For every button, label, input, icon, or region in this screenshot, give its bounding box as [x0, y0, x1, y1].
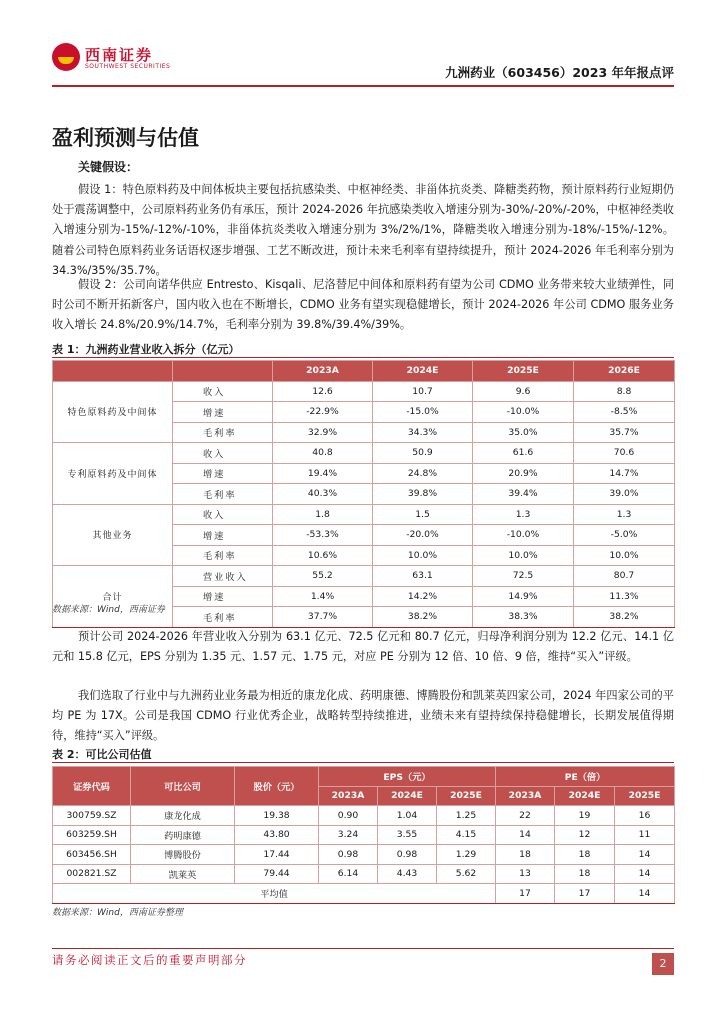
- pe-cell: 19: [555, 806, 615, 826]
- company-cell: 博腾股份: [131, 845, 235, 865]
- metric-cell: 收入: [173, 504, 273, 525]
- value-cell: 34.3%: [373, 422, 473, 443]
- value-cell: 63.1: [373, 566, 473, 587]
- pe-cell: 14: [615, 845, 675, 865]
- value-cell: 72.5: [473, 566, 574, 587]
- table-header-cell: PE（倍）: [496, 767, 675, 787]
- value-cell: 38.3%: [473, 607, 574, 628]
- code-cell: 603259.SH: [53, 825, 131, 845]
- table-header-row: [53, 361, 675, 382]
- table-header-cell: 2026E: [574, 361, 675, 382]
- value-cell: -5.0%: [574, 525, 675, 546]
- value-cell: 14.7%: [574, 463, 675, 484]
- company-logo: [52, 40, 182, 74]
- value-cell: 37.7%: [273, 607, 373, 628]
- table-header-row: [53, 767, 675, 787]
- logo-name-en: SOUTHWEST SECURITIES: [85, 63, 171, 70]
- eps-cell: 0.98: [378, 845, 437, 865]
- value-cell: 39.4%: [473, 484, 574, 505]
- header-divider: [52, 85, 674, 87]
- report-title: 九洲药业（603456）2023 年年报点评: [445, 65, 674, 80]
- table-header-cell: 2023A: [496, 786, 555, 806]
- valuation-paragraph: 我们选取了行业中与九洲药业业务最为相近的康龙化成、药明康德、博腾股份和凯莱英四家公司，2024 年四家公司的平均 PE 为 17X。公司是我国 CDMO 行业优秀企业，战略转型持续推进，业绩未来有望持续保持稳健增长，长期发展值得期待，维持“买入”评级。: [52, 689, 674, 743]
- value-cell: 8.8: [574, 381, 675, 402]
- value-cell: 38.2%: [574, 607, 675, 628]
- eps-cell: 3.55: [378, 825, 437, 845]
- price-cell: 79.44: [235, 864, 319, 884]
- forecast-paragraph: 预计公司 2024-2026 年营业收入分别为 63.1 亿元、72.5 亿元和 80.7 亿元，归母净利润分别为 12.2 亿元、14.1 亿元和 15.8 亿元，EPS 分别为 1.35 元、1.57 元、1.75 元，对应 PE 分别为 12 倍、10 倍、9 倍，维持“买入”评级。: [52, 630, 674, 664]
- table-header-cell: 2025E: [615, 786, 675, 806]
- value-cell: 1.4%: [273, 586, 373, 607]
- value-cell: 80.7: [574, 566, 675, 587]
- eps-cell: 1.25: [437, 806, 496, 826]
- value-cell: 39.0%: [574, 484, 675, 505]
- segment-name-cell: 其他业务: [53, 504, 173, 566]
- table-header-cell: 2025E: [473, 361, 574, 382]
- value-cell: -53.3%: [273, 525, 373, 546]
- metric-cell: 增速: [173, 463, 273, 484]
- eps-cell: 4.15: [437, 825, 496, 845]
- pe-cell: 18: [555, 864, 615, 884]
- table-row: [53, 845, 675, 865]
- pe-cell: 12: [555, 825, 615, 845]
- metric-cell: 营业收入: [173, 566, 273, 587]
- average-row: [53, 884, 675, 904]
- eps-cell: 0.98: [319, 845, 378, 865]
- value-cell: -10.0%: [473, 525, 574, 546]
- value-cell: 39.8%: [373, 484, 473, 505]
- value-cell: 10.6%: [273, 545, 373, 566]
- value-cell: -8.5%: [574, 402, 675, 423]
- value-cell: 55.2: [273, 566, 373, 587]
- value-cell: -20.0%: [373, 525, 473, 546]
- value-cell: 11.3%: [574, 586, 675, 607]
- value-cell: 50.9: [373, 443, 473, 464]
- value-cell: -10.0%: [473, 402, 574, 423]
- metric-cell: 毛利率: [173, 484, 273, 505]
- table-header-cell: [53, 361, 173, 382]
- pe-cell: 17: [496, 884, 555, 904]
- value-cell: 14.2%: [373, 586, 473, 607]
- section-title: 盈利预测与估值: [52, 126, 199, 150]
- table-header-cell: 2024E: [378, 786, 437, 806]
- table-row: [53, 825, 675, 845]
- table1-caption: 表 1：九洲药业营业收入拆分（亿元）: [52, 343, 240, 356]
- value-cell: 10.0%: [473, 545, 574, 566]
- price-cell: 43.80: [235, 825, 319, 845]
- table-row: [53, 806, 675, 826]
- segment-name-cell: 专利原料药及中间体: [53, 443, 173, 505]
- assumption-1-paragraph: 假设 1：特色原料药及中间体板块主要包括抗感染类、中枢神经类、非甾体抗炎类、降糖类药物，预计原料药行业短期仍处于震荡调整中，公司原料药业务仍有承压，预计 2024-2026 年抗感染类收入增速分别为-30%/-20%/-20%，中枢神经类收入增速分别为-15%/-12%/-10%，非甾体抗炎类收入增速分别为 3%/2%/1%，降糖类收入增速分别为-18%/-15%/-12%。随着公司特色原料药业务话语权逐步增强、工艺不断改进，预计未来毛利率有望持续提升，预计 2024-2026 年毛利率分别为 34.3%/35%/35.7%。: [52, 183, 674, 277]
- eps-cell: 0.90: [319, 806, 378, 826]
- table-header-cell: 可比公司: [131, 767, 235, 806]
- pe-cell: 14: [496, 825, 555, 845]
- value-cell: -22.9%: [273, 402, 373, 423]
- value-cell: 35.7%: [574, 422, 675, 443]
- table-header-cell: 2023A: [319, 786, 378, 806]
- table1-caption-divider: [52, 357, 674, 358]
- table-header-cell: 2025E: [437, 786, 496, 806]
- value-cell: 10.7: [373, 381, 473, 402]
- table-header-cell: 2024E: [373, 361, 473, 382]
- table-row: [53, 443, 675, 464]
- value-cell: 24.8%: [373, 463, 473, 484]
- value-cell: 9.6: [473, 381, 574, 402]
- value-cell: 10.0%: [373, 545, 473, 566]
- value-cell: 12.6: [273, 381, 373, 402]
- value-cell: 32.9%: [273, 422, 373, 443]
- revenue-breakdown-table: [52, 360, 675, 628]
- table-header-cell: 2023A: [273, 361, 373, 382]
- pe-cell: 16: [615, 806, 675, 826]
- code-cell: 002821.SZ: [53, 864, 131, 884]
- value-cell: 40.3%: [273, 484, 373, 505]
- metric-cell: 收入: [173, 443, 273, 464]
- table-header-cell: 证券代码: [53, 767, 131, 806]
- table2-caption: 表 2：可比公司估值: [52, 748, 152, 761]
- table-row: [53, 504, 675, 525]
- metric-cell: 毛利率: [173, 607, 273, 628]
- metric-cell: 增速: [173, 525, 273, 546]
- metric-cell: 收入: [173, 381, 273, 402]
- comparable-valuation-table: [52, 766, 675, 904]
- table-header-cell: [173, 361, 273, 382]
- average-label-cell: 平均值: [53, 884, 496, 904]
- pe-cell: 13: [496, 864, 555, 884]
- value-cell: 40.8: [273, 443, 373, 464]
- table-header-cell: 股价（元）: [235, 767, 319, 806]
- value-cell: 1.8: [273, 504, 373, 525]
- eps-cell: 1.04: [378, 806, 437, 826]
- segment-name-cell: 合计: [53, 566, 173, 628]
- table-row: [53, 566, 675, 587]
- assumption-2-paragraph: 假设 2：公司向诺华供应 Entresto、Kisqali、尼洛替尼中间体和原料药有望为公司 CDMO 业务带来较大业绩弹性，同时公司不断开拓新客户，国内收入也在不断增长，CDMO 业务有望实现稳健增长，预计 2024-2026 年公司 CDMO 服务业务收入增长 24.8%/20.9%/14.7%，毛利率分别为 39.8%/39.4%/39%。: [52, 278, 674, 332]
- metric-cell: 毛利率: [173, 545, 273, 566]
- value-cell: 70.6: [574, 443, 675, 464]
- company-cell: 康龙化成: [131, 806, 235, 826]
- page-number: 2: [652, 953, 674, 975]
- logo-icon: [52, 43, 80, 71]
- eps-cell: 1.29: [437, 845, 496, 865]
- price-cell: 19.38: [235, 806, 319, 826]
- value-cell: 10.0%: [574, 545, 675, 566]
- eps-cell: 6.14: [319, 864, 378, 884]
- table-header-cell: EPS（元）: [319, 767, 496, 787]
- logo-name-cn: 西南证券: [85, 46, 154, 64]
- value-cell: 20.9%: [473, 463, 574, 484]
- pe-cell: 14: [615, 884, 675, 904]
- price-cell: 17.44: [235, 845, 319, 865]
- code-cell: 300759.SZ: [53, 806, 131, 826]
- value-cell: 1.5: [373, 504, 473, 525]
- value-cell: -15.0%: [373, 402, 473, 423]
- segment-name-cell: 特色原料药及中间体: [53, 381, 173, 443]
- pe-cell: 17: [555, 884, 615, 904]
- metric-cell: 增速: [173, 586, 273, 607]
- eps-cell: 5.62: [437, 864, 496, 884]
- eps-cell: 3.24: [319, 825, 378, 845]
- pe-cell: 18: [555, 845, 615, 865]
- table2-source: 数据来源：Wind，西南证券整理: [52, 908, 183, 918]
- pe-cell: 11: [615, 825, 675, 845]
- table-header-cell: 2024E: [555, 786, 615, 806]
- metric-cell: 毛利率: [173, 422, 273, 443]
- value-cell: 61.6: [473, 443, 574, 464]
- table-row: [53, 381, 675, 402]
- pe-cell: 18: [496, 845, 555, 865]
- metric-cell: 增速: [173, 402, 273, 423]
- key-assumptions-heading: 关键假设：: [78, 160, 139, 174]
- value-cell: 1.3: [473, 504, 574, 525]
- value-cell: 35.0%: [473, 422, 574, 443]
- value-cell: 38.2%: [373, 607, 473, 628]
- pe-cell: 14: [615, 864, 675, 884]
- pe-cell: 22: [496, 806, 555, 826]
- table-row: [53, 864, 675, 884]
- value-cell: 1.3: [574, 504, 675, 525]
- company-cell: 药明康德: [131, 825, 235, 845]
- table2-caption-divider: [52, 762, 674, 763]
- company-cell: 凯莱英: [131, 864, 235, 884]
- eps-cell: 4.43: [378, 864, 437, 884]
- table1-source: 数据来源：Wind，西南证券: [52, 605, 165, 615]
- value-cell: 19.4%: [273, 463, 373, 484]
- disclaimer-notice: 请务必阅读正文后的重要声明部分: [52, 953, 247, 967]
- page-header: [52, 38, 674, 88]
- value-cell: 14.9%: [473, 586, 574, 607]
- footer-divider: [52, 948, 674, 949]
- code-cell: 603456.SH: [53, 845, 131, 865]
